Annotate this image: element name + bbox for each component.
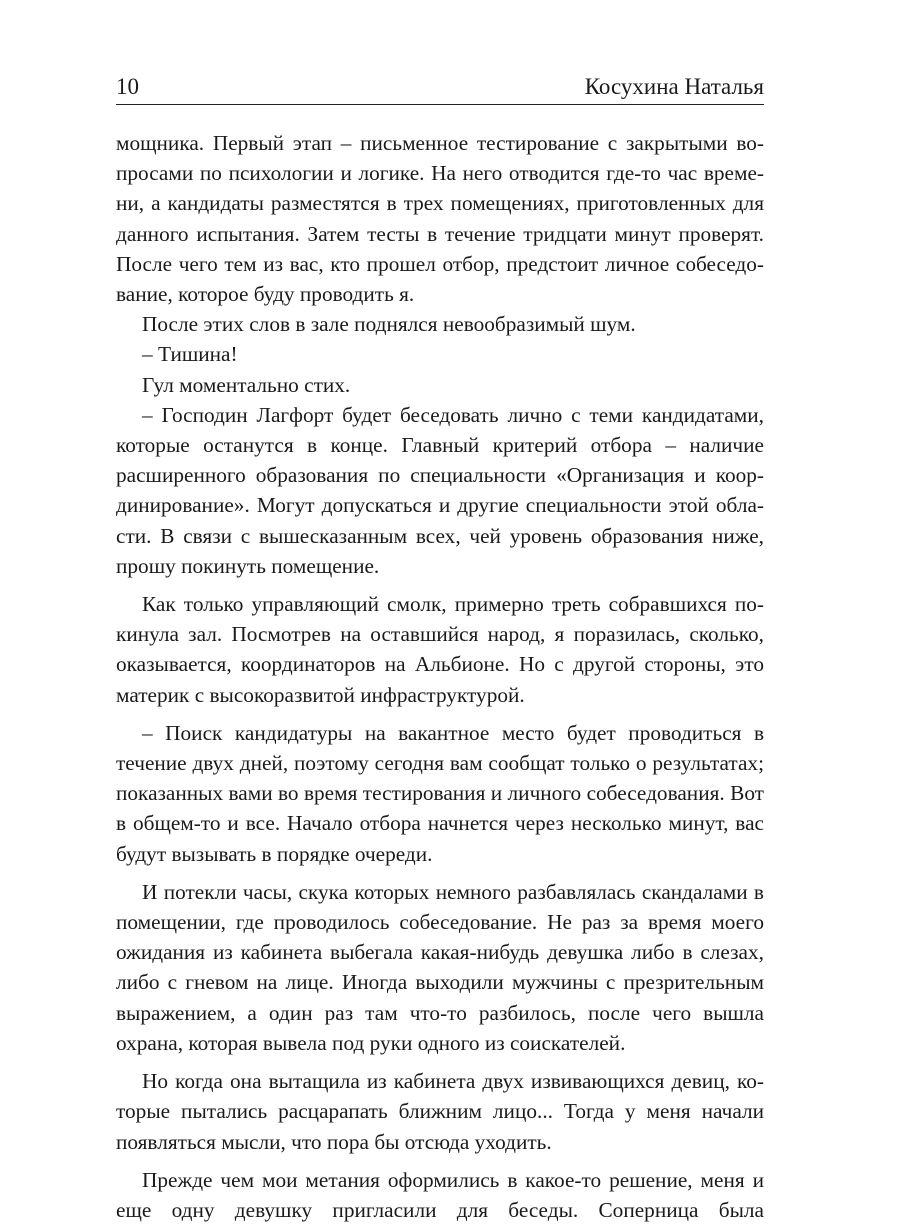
header-rule <box>116 104 764 105</box>
paragraph: После этих слов в зале поднялся невообразимый шум. <box>142 312 636 337</box>
paragraph: Прежде чем мои метания оформились в какое-то решение, меня и еще одну девушку пригласили для беседы. Соперница была <box>116 1167 764 1222</box>
page-number: 10 <box>116 74 139 99</box>
paragraph: Но когда она вытащила из кабинета двух извивающихся девиц, которые пытались расцарапать ближним лицо... Тогда у меня начали появляться мысли, что пора бы отсюда уходить. <box>116 1069 764 1154</box>
paragraph: мощника. Первый этап – письменное тестирование с закрытыми вопросами по психологии и логике. На него отводится где-то час времени, а кандидаты разместятся в трех помещениях, приготовленных для данного испытания. Затем тесты в течение тридцати минут проверят. После чего тем из вас, кто прошел отбор, предстоит личное собеседование, которое буду проводить я. <box>116 131 764 307</box>
paragraph: – Господин Лагфорт будет беседовать лично с теми кандидатами, которые останутся в конце. Главный критерий отбора – наличие расширенного образования по специальности «Организация и координирование». Могут допускаться и другие специальности этой области. В связи с вышесказанным всех, чей уровень образования ниже, прошу покинуть помещение. <box>116 402 764 578</box>
paragraph: – Тишина! <box>142 342 238 367</box>
paragraph: И потекли часы, скука которых немного разбавлялась скандалами в помещении, где проводилось собеседование. Не раз за время моего ожидания из кабинета выбегала какая-нибудь девушка либо в слезах, либо с гневом на лице. Иногда выходили мужчины с презрительным выражением, а один раз там что-то разбилось, после чего вышла охрана, которая вывела под руки одного из соискателей. <box>116 879 764 1055</box>
paragraph: Как только управляющий смолк, примерно треть собравшихся покинула зал. Посмотрев на оставшийся народ, я поразилась, сколько, оказывается, координаторов на Альбионе. Но с другой стороны, это материк с высокоразвитой инфраструктурой. <box>116 592 764 707</box>
running-title-author: Косухина Наталья <box>584 74 764 99</box>
running-header <box>116 62 764 102</box>
paragraph: Гул моментально стих. <box>142 372 351 397</box>
body-text <box>116 128 764 1225</box>
paragraph: – Поиск кандидатуры на вакантное место будет проводиться в течение двух дней, поэтому сегодня вам сообщат только о результатах; показанных вами во время тестирования и личного собеседования. Вот в общем-то и все. Начало отбора начнется через несколько минут, вас будут вызывать в порядке очереди. <box>116 720 764 866</box>
